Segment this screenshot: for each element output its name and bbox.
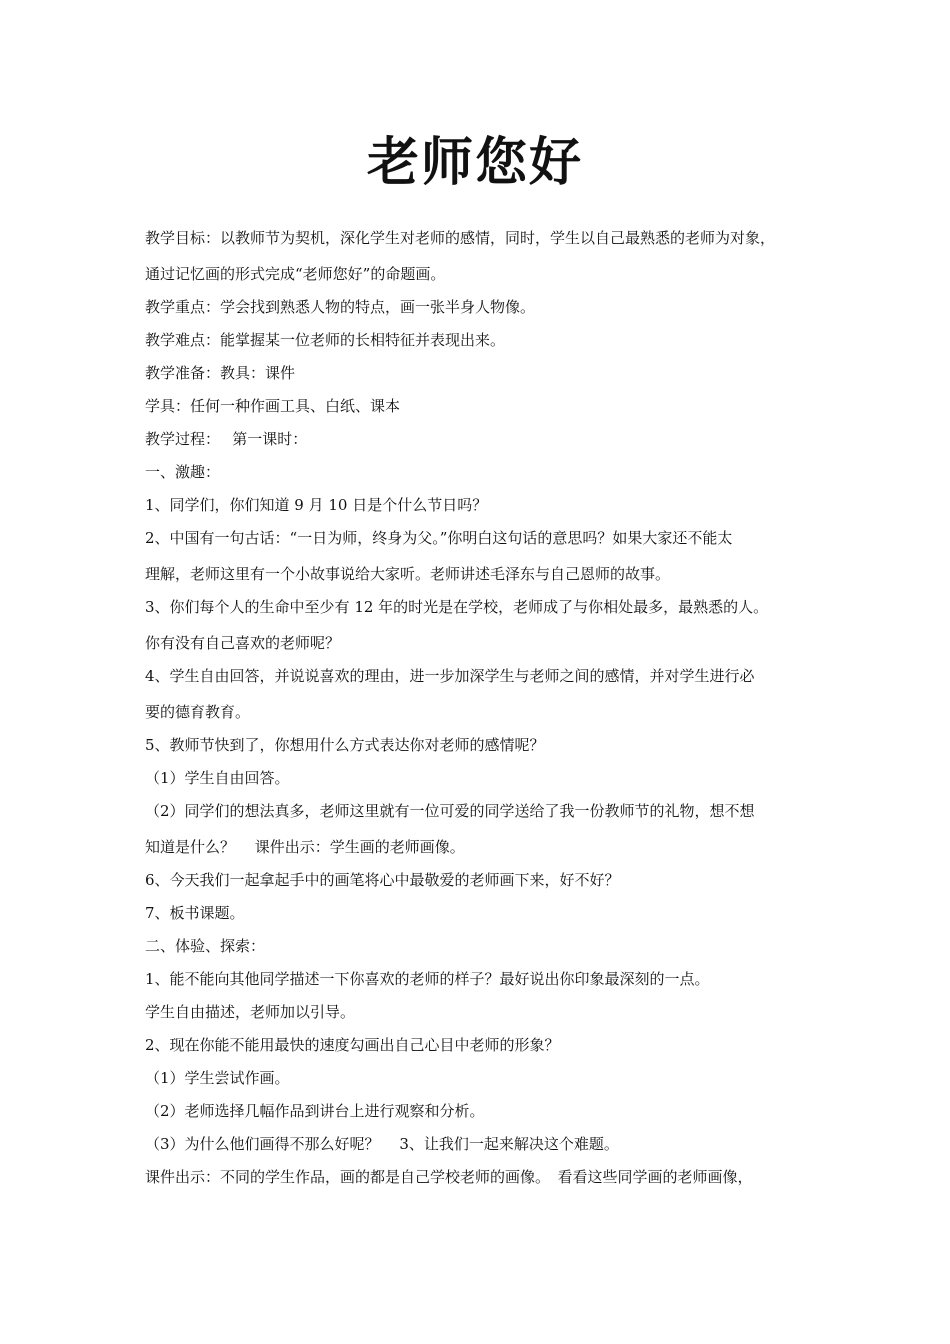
paragraph-line: 课件出示：不同的学生作品，画的都是自己学校老师的画像。 看看这些同学画的老师画像， (145, 1168, 753, 1186)
paragraph-line: 学具：任何一种作画工具、白纸、课本 (145, 397, 401, 415)
paragraph-line: 5、教师节快到了，你想用什么方式表达你对老师的感情呢？ (145, 736, 545, 754)
paragraph-line: 3、你们每个人的生命中至少有 12 年的时光是在学校，老师成了与你相处最多，最熟悉的人。 (145, 598, 769, 616)
page-title: 老师您好 (366, 132, 583, 193)
document-body (145, 228, 825, 1200)
paragraph-line: 7、板书课题。 (145, 904, 245, 922)
paragraph-line: 要的德育教育。 (145, 703, 251, 721)
paragraph-line: （2）同学们的想法真多，老师这里就有一位可爱的同学送给了我一份教师节的礼物，想不想 (145, 802, 755, 820)
paragraph-line: 理解，老师这里有一个小故事说给大家听。老师讲述毛泽东与自己恩师的故事。 (145, 565, 671, 583)
paragraph-line: 教学重点：学会找到熟悉人物的特点，画一张半身人物像。 (145, 298, 536, 316)
paragraph-line: 教学目标：以教师节为契机，深化学生对老师的感情，同时，学生以自己最熟悉的老师为对象， (145, 229, 776, 247)
paragraph-line: 1、能不能向其他同学描述一下你喜欢的老师的样子？最好说出你印象最深刻的一点。 (145, 970, 710, 988)
paragraph-line: （3）为什么他们画得不那么好呢？ 3、让我们一起来解决这个难题。 (145, 1135, 619, 1153)
paragraph-line: 4、学生自由回答，并说说喜欢的理由，进一步加深学生与老师之间的感情，并对学生进行必 (145, 667, 755, 685)
paragraph-line: 教学难点：能掌握某一位老师的长相特征并表现出来。 (145, 331, 506, 349)
paragraph-line: 1、同学们，你们知道 9 月 10 日是个什么节日吗？ (145, 496, 488, 514)
paragraph-line: 教学过程： 第一课时： (145, 430, 308, 448)
paragraph-line: 一、激趣： (145, 463, 221, 481)
paragraph-line: 学生自由描述，老师加以引导。 (145, 1003, 356, 1021)
paragraph-line: 通过记忆画的形式完成“老师您好”的命题画。 (145, 265, 446, 283)
paragraph-line: 2、现在你能不能用最快的速度勾画出自己心目中老师的形象？ (145, 1036, 560, 1054)
paragraph-line: （1）学生尝试作画。 (145, 1069, 290, 1087)
paragraph-line: 二、体验、探索： (145, 937, 266, 955)
paragraph-line: 你有没有自己喜欢的老师呢？ (145, 634, 341, 652)
paragraph-line: 2、中国有一句古话：“一日为师，终身为父。”你明白这句话的意思吗？如果大家还不能太 (145, 529, 733, 547)
paragraph-line: 6、今天我们一起拿起手中的画笔将心中最敬爱的老师画下来，好不好？ (145, 871, 620, 889)
paragraph-line: 知道是什么？ 课件出示：学生画的老师画像。 (145, 838, 465, 856)
paragraph-line: （2）老师选择几幅作品到讲台上进行观察和分析。 (145, 1102, 485, 1120)
paragraph-line: 教学准备：教具：课件 (145, 364, 296, 382)
paragraph-line: （1）学生自由回答。 (145, 769, 290, 787)
